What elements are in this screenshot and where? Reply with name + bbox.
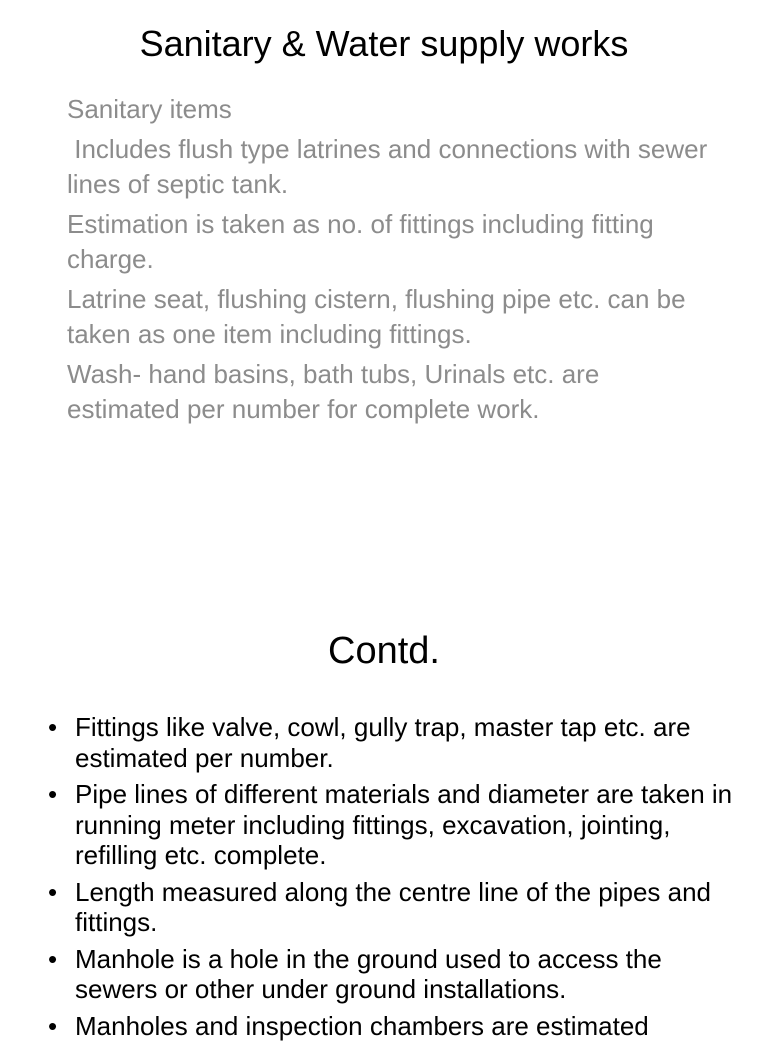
contd-bullet-list [48,712,738,1047]
bullet-dot-icon: • [48,943,58,974]
bullet-text: Fittings like valve, cowl, gully trap, master tap etc. are estimated per number. [75,712,691,773]
bullet-item [48,944,738,1005]
bullet-dot-icon: • [48,876,58,907]
bullet-dot-icon: • [48,779,58,809]
bullet-item [48,1011,738,1042]
bullet-item [48,877,738,938]
contd-title: Contd. [328,630,440,672]
bullet-item [48,712,738,773]
bullet-dot-icon: • [48,1010,58,1041]
bullet-text: Manholes and inspection chambers are estimated [75,1010,649,1041]
list-item: Estimation is taken as no. of fittings including fitting charge. [67,209,661,274]
bullet-item [48,779,738,871]
list-item: Sanitary items [67,94,232,124]
bullet-text: Pipe lines of different materials and diameter are taken in running meter including fittings, excavation, jointing, refilling etc. complete. [75,779,733,870]
bullet-text: Length measured along the centre line of the pipes and fittings. [75,876,712,937]
list-item: Wash- hand basins, bath tubs, Urinals etc. are estimated per number for complete work. [67,359,607,424]
slide-title: Sanitary & Water supply works [139,23,629,64]
list-item: Includes flush type latrines and connections with sewer lines of septic tank. [67,134,715,199]
bullet-dot-icon: • [48,712,58,742]
bullet-text: Manhole is a hole in the ground used to access the sewers or other under ground installations. [75,943,662,1004]
sanitary-items-list [67,92,717,432]
list-item: Latrine seat, flushing cistern, flushing pipe etc. can be taken as one item including fittings. [67,284,693,349]
